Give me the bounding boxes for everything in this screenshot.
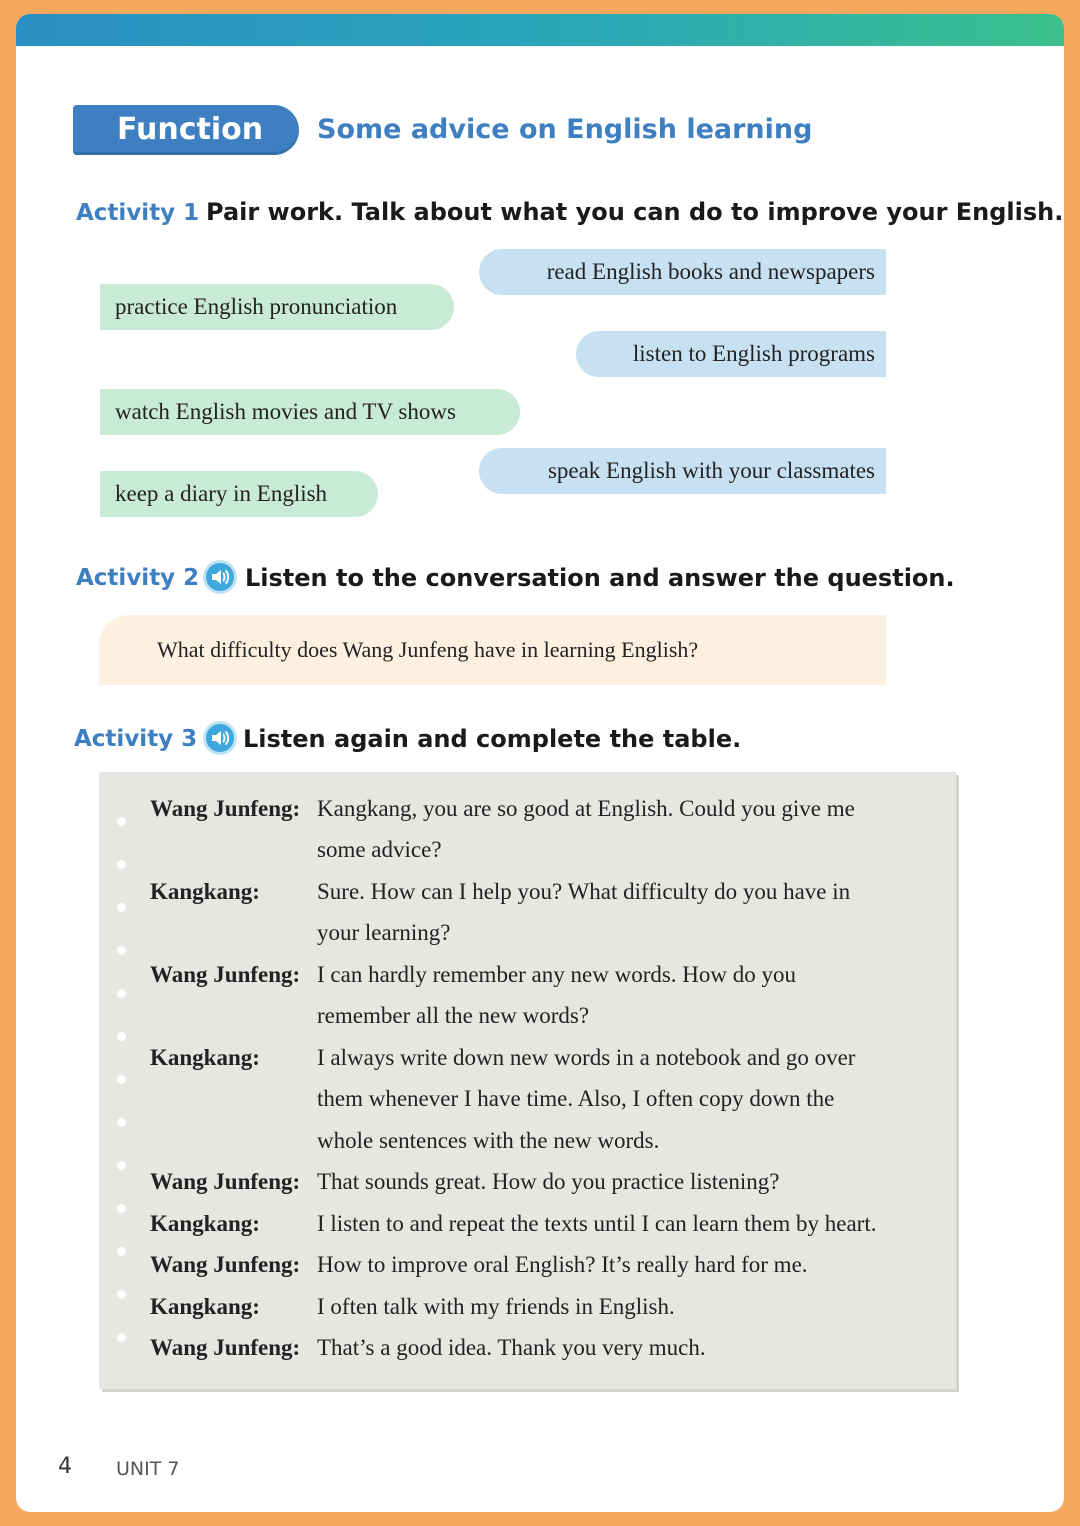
phrase-bubble: keep a diary in English xyxy=(100,471,378,517)
dialog-text: them whenever I have time. Also, I often copy down the xyxy=(317,1086,835,1111)
dialog-text: your learning? xyxy=(317,920,451,945)
binding-dots xyxy=(117,772,127,1389)
phrase-bubble: read English books and newspapers xyxy=(479,249,886,295)
speaker-name: Kangkang: xyxy=(150,1045,260,1070)
dialog-text: That sounds great. How do you practice listening? xyxy=(317,1169,780,1194)
audio-icon xyxy=(210,568,230,586)
top-color-bar xyxy=(16,14,1064,46)
speaker-icon[interactable] xyxy=(203,721,237,755)
dialog-text: whole sentences with the new words. xyxy=(317,1128,660,1153)
dialog-box xyxy=(99,772,956,1389)
speaker-name: Wang Junfeng: xyxy=(150,1169,301,1194)
activity-3-instruction: Listen again and complete the table. xyxy=(243,725,742,753)
dialog-text: remember all the new words? xyxy=(317,1003,590,1028)
activity-1-instruction: Pair work. Talk about what you can do to improve your English. xyxy=(206,198,1064,226)
dialog-text: Kangkang, you are so good at English. Could you give me xyxy=(317,796,855,821)
phrase-bubble: listen to English programs xyxy=(576,331,886,377)
dialog-text: That’s a good idea. Thank you very much. xyxy=(317,1335,706,1360)
dialog-text: I always write down new words in a notebook and go over xyxy=(317,1045,856,1070)
dialog-text: I can hardly remember any new words. How do you xyxy=(317,962,797,987)
activity-3-label: Activity 3 xyxy=(74,726,198,752)
activity-2-label: Activity 2 xyxy=(76,565,200,591)
activity-1-label: Activity 1 xyxy=(76,200,200,226)
speaker-name: Wang Junfeng: xyxy=(150,962,301,987)
dialog-text: I often talk with my friends in English. xyxy=(317,1294,675,1319)
function-label: Function xyxy=(73,105,299,155)
activity-2-instruction: Listen to the conversation and answer the question. xyxy=(245,564,955,592)
question-box: What difficulty does Wang Junfeng have in learning English? xyxy=(99,615,886,685)
textbook-page xyxy=(16,14,1064,1512)
speaker-name: Wang Junfeng: xyxy=(150,796,301,821)
speaker-name: Wang Junfeng: xyxy=(150,1335,301,1360)
speaker-name: Kangkang: xyxy=(150,1294,260,1319)
dialog-text: some advice? xyxy=(317,837,442,862)
speaker-name: Wang Junfeng: xyxy=(150,1252,301,1277)
speaker-icon[interactable] xyxy=(203,560,237,594)
dialog-text: How to improve oral English? It’s really hard for me. xyxy=(317,1252,808,1277)
phrase-bubble: practice English pronunciation xyxy=(100,284,454,330)
audio-icon xyxy=(210,729,230,747)
dialog-text: I listen to and repeat the texts until I can learn them by heart. xyxy=(317,1211,877,1236)
speaker-name: Kangkang: xyxy=(150,879,260,904)
phrase-bubble: speak English with your classmates xyxy=(479,448,886,494)
phrase-bubble: watch English movies and TV shows xyxy=(100,389,520,435)
unit-label: UNIT 7 xyxy=(116,1458,180,1480)
dialog-text: Sure. How can I help you? What difficulty do you have in xyxy=(317,879,851,904)
page-number: 4 xyxy=(58,1454,72,1479)
function-title: Some advice on English learning xyxy=(317,114,813,145)
speaker-name: Kangkang: xyxy=(150,1211,260,1236)
